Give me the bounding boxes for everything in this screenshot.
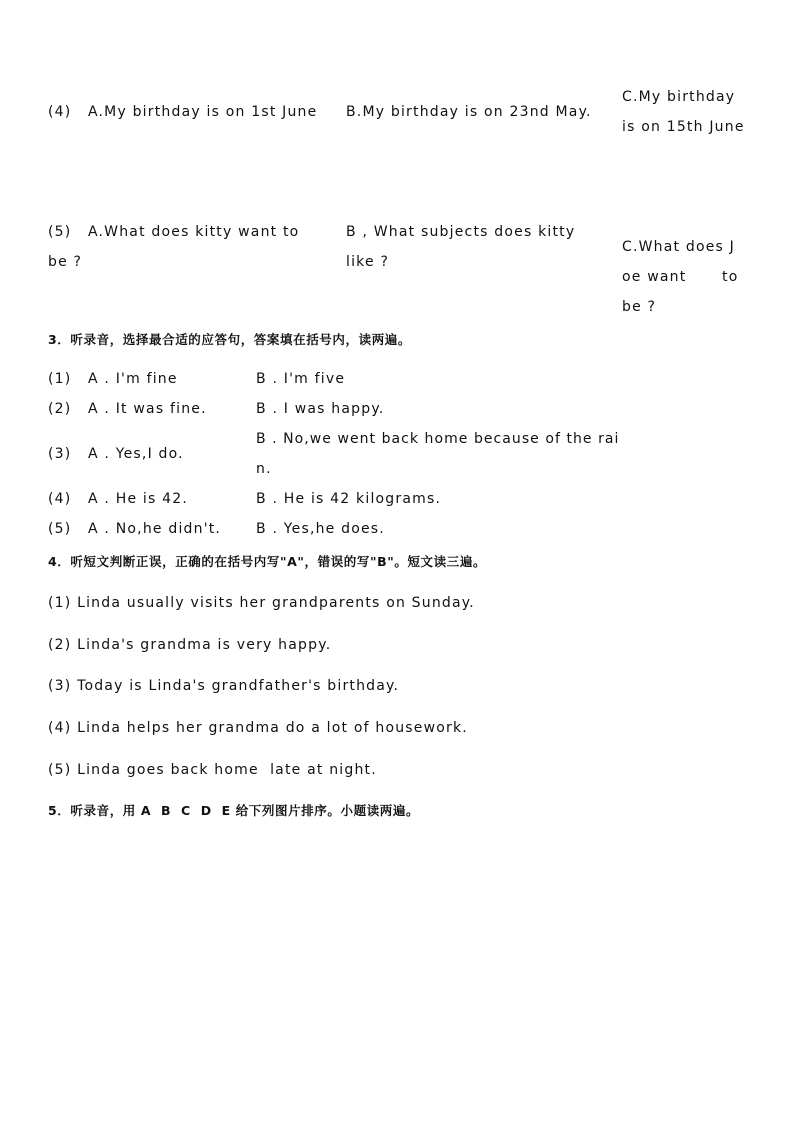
q4-statement-5: (5) Linda goes back home late at night. [48, 762, 377, 778]
option-a: A . It was fine. [88, 401, 207, 417]
item-number: (5) [48, 521, 72, 537]
item-number: (2) [48, 401, 72, 417]
option-c-line2b: to [722, 269, 739, 285]
option-b-line2: like ? [346, 254, 390, 270]
option-a: A . No,he didn't. [88, 521, 222, 537]
option-a: A . He is 42. [88, 491, 189, 507]
item-number: (1) [48, 371, 72, 387]
option-c-line3: be ? [622, 299, 657, 315]
q5-heading: 5．听录音，用 A B C D E 给下列图片排序。小题读两遍。 [48, 803, 420, 818]
item-number: (4) [48, 491, 72, 507]
q4-statement-3: (3) Today is Linda's grandfather's birthday. [48, 678, 400, 694]
q4-statement-2: (2) Linda's grandma is very happy. [48, 637, 332, 653]
q4-statement-4: (4) Linda helps her grandma do a lot of housework. [48, 720, 468, 736]
option-b-line1: B , What subjects does kitty [346, 224, 576, 240]
option-a-line2: be ? [48, 254, 83, 270]
item-number: (3) [48, 446, 72, 462]
option-c-line1: C.What does J [622, 239, 735, 255]
option-b-line1: B . No,we went back home because of the rai [256, 431, 620, 447]
option-b: B . I'm five [256, 371, 346, 387]
option-a: A . I'm fine [88, 371, 178, 387]
q3-heading: 3．听录音，选择最合适的应答句，答案填在括号内，读两遍。 [48, 332, 411, 347]
option-c-line1: C.My birthday [622, 89, 736, 105]
q4-heading: 4．听短文判断正误，正确的在括号内写"A"，错误的写"B"。短文读三遍。 [48, 554, 487, 569]
option-b: B . I was happy. [256, 401, 385, 417]
option-a-line1: A.What does kitty want to [88, 224, 300, 240]
option-b: B.My birthday is on 23nd May. [346, 104, 592, 120]
q4-statement-1: (1) Linda usually visits her grandparents on Sunday. [48, 595, 475, 611]
option-b: B . Yes,he does. [256, 521, 385, 537]
option-b: B . He is 42 kilograms. [256, 491, 442, 507]
option-c-line2: is on 15th June [622, 119, 745, 135]
item-number: (4) [48, 104, 72, 120]
option-b-line2: n. [256, 461, 272, 477]
item-number: (5) [48, 224, 72, 240]
option-a: A . Yes,I do. [88, 446, 184, 462]
option-c-line2a: oe want [622, 269, 687, 285]
option-a: A.My birthday is on 1st June [88, 104, 318, 120]
